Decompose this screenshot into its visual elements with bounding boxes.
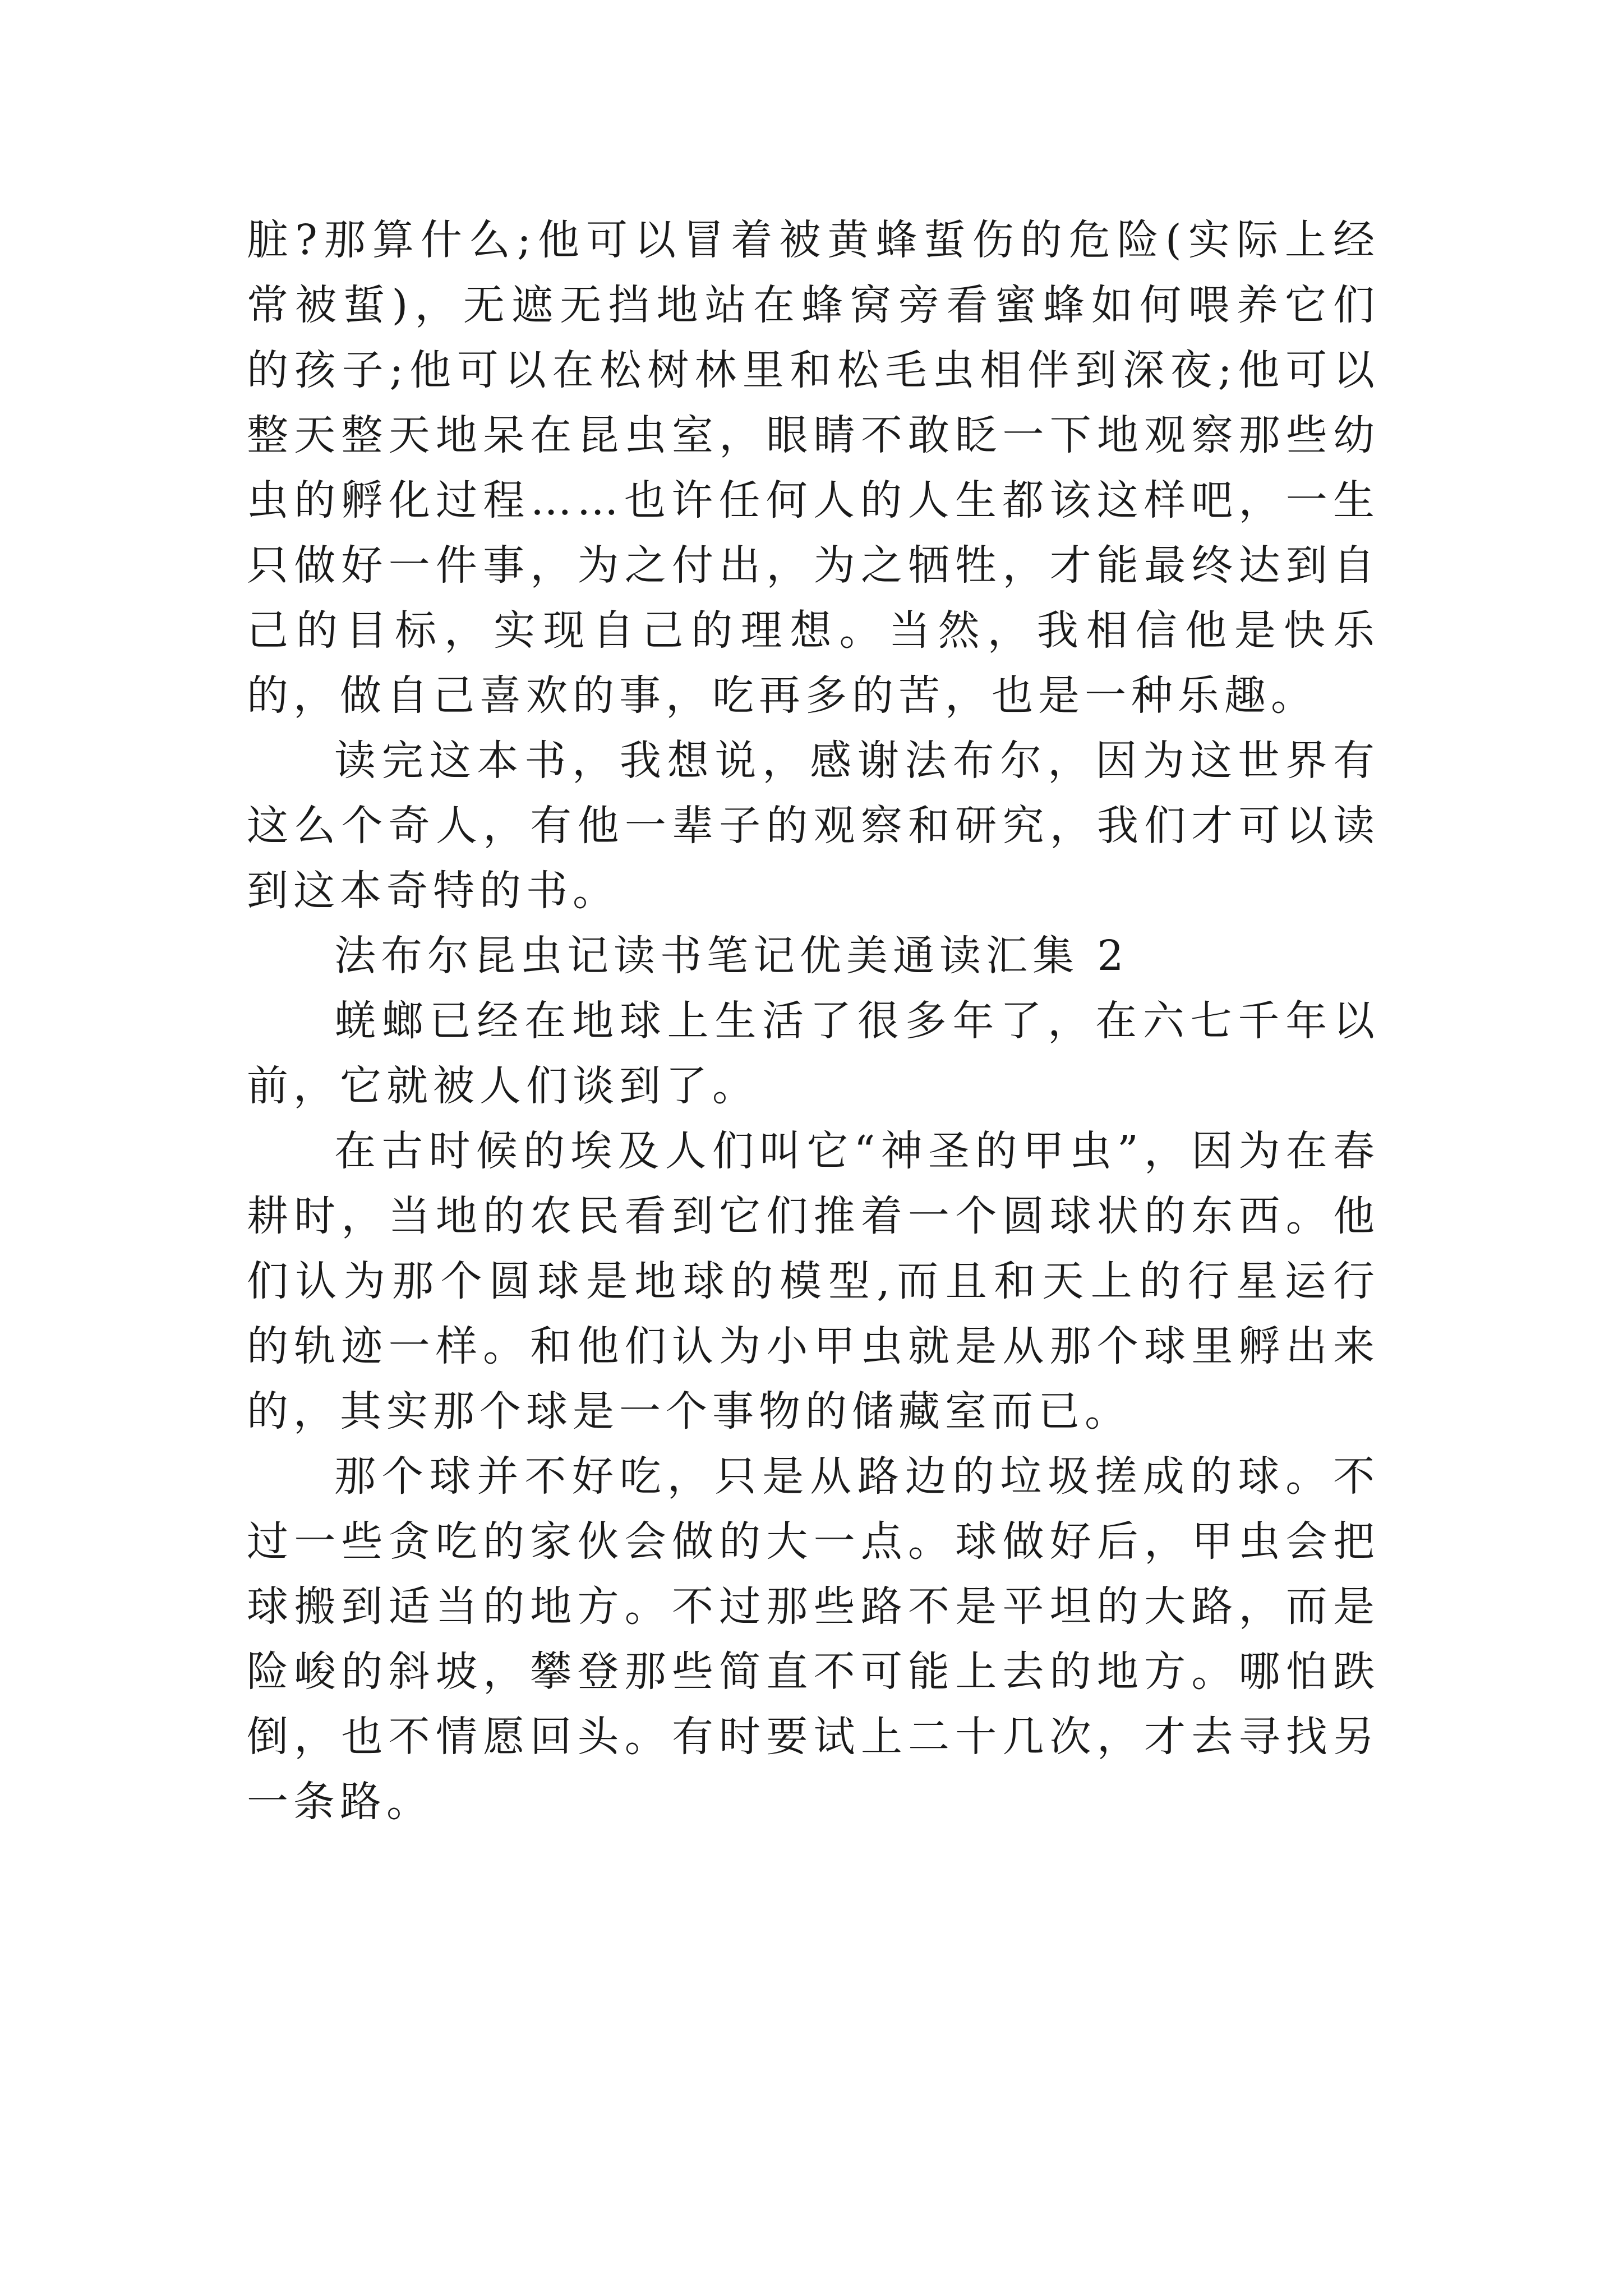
document-body (247, 208, 1380, 1834)
section-title: 法布尔昆虫记读书笔记优美通读汇集 2 (334, 932, 1129, 980)
paragraph-continued: 脏?那算什么;他可以冒着被黄蜂蜇伤的危险(实际上经常被蜇)，无遮无挡地站在蜂窝旁看蜜蜂如何喂养它们的孩子;他可以在松树林里和松毛虫相伴到深夜;他可以整天整天地呆在昆虫室，眼睛不敢眨一下地观察那些幼虫的孵化过程……也许任何人的人生都该这样吧，一生只做好一件事，为之付出，为之牺牲，才能最终达到自己的目标，实现自己的理想。当然，我相信他是快乐的，做自己喜欢的事，吃再多的苦，也是一种乐趣。 (247, 216, 1380, 720)
paragraph-intro: 蜣螂已经在地球上生活了很多年了，在六七千年以前，它就被人们谈到了。 (247, 997, 1380, 1110)
paragraph-egypt: 在古时候的埃及人们叫它“神圣的甲虫”，因为在春耕时，当地的农民看到它们推着一个圆球状的东西。他们认为那个圆球是地球的模型,而且和天上的行星运行的轨迹一样。和他们认为小甲虫就是从那个球里孵出来的，其实那个球是一个事物的储藏室而已。 (247, 1127, 1380, 1435)
paragraph-ball: 那个球并不好吃，只是从路边的垃圾搓成的球。不过一些贪吃的家伙会做的大一点。球做好后，甲虫会把球搬到适当的地方。不过那些路不是平坦的大路，而是险峻的斜坡，攀登那些简直不可能上去的地方。哪怕跌倒，也不情愿回头。有时要试上二十几次，才去寻找另一条路。 (247, 1452, 1380, 1826)
paragraph-reflection: 读完这本书，我想说，感谢法布尔，因为这世界有这么个奇人，有他一辈子的观察和研究，我们才可以读到这本奇特的书。 (247, 737, 1380, 915)
